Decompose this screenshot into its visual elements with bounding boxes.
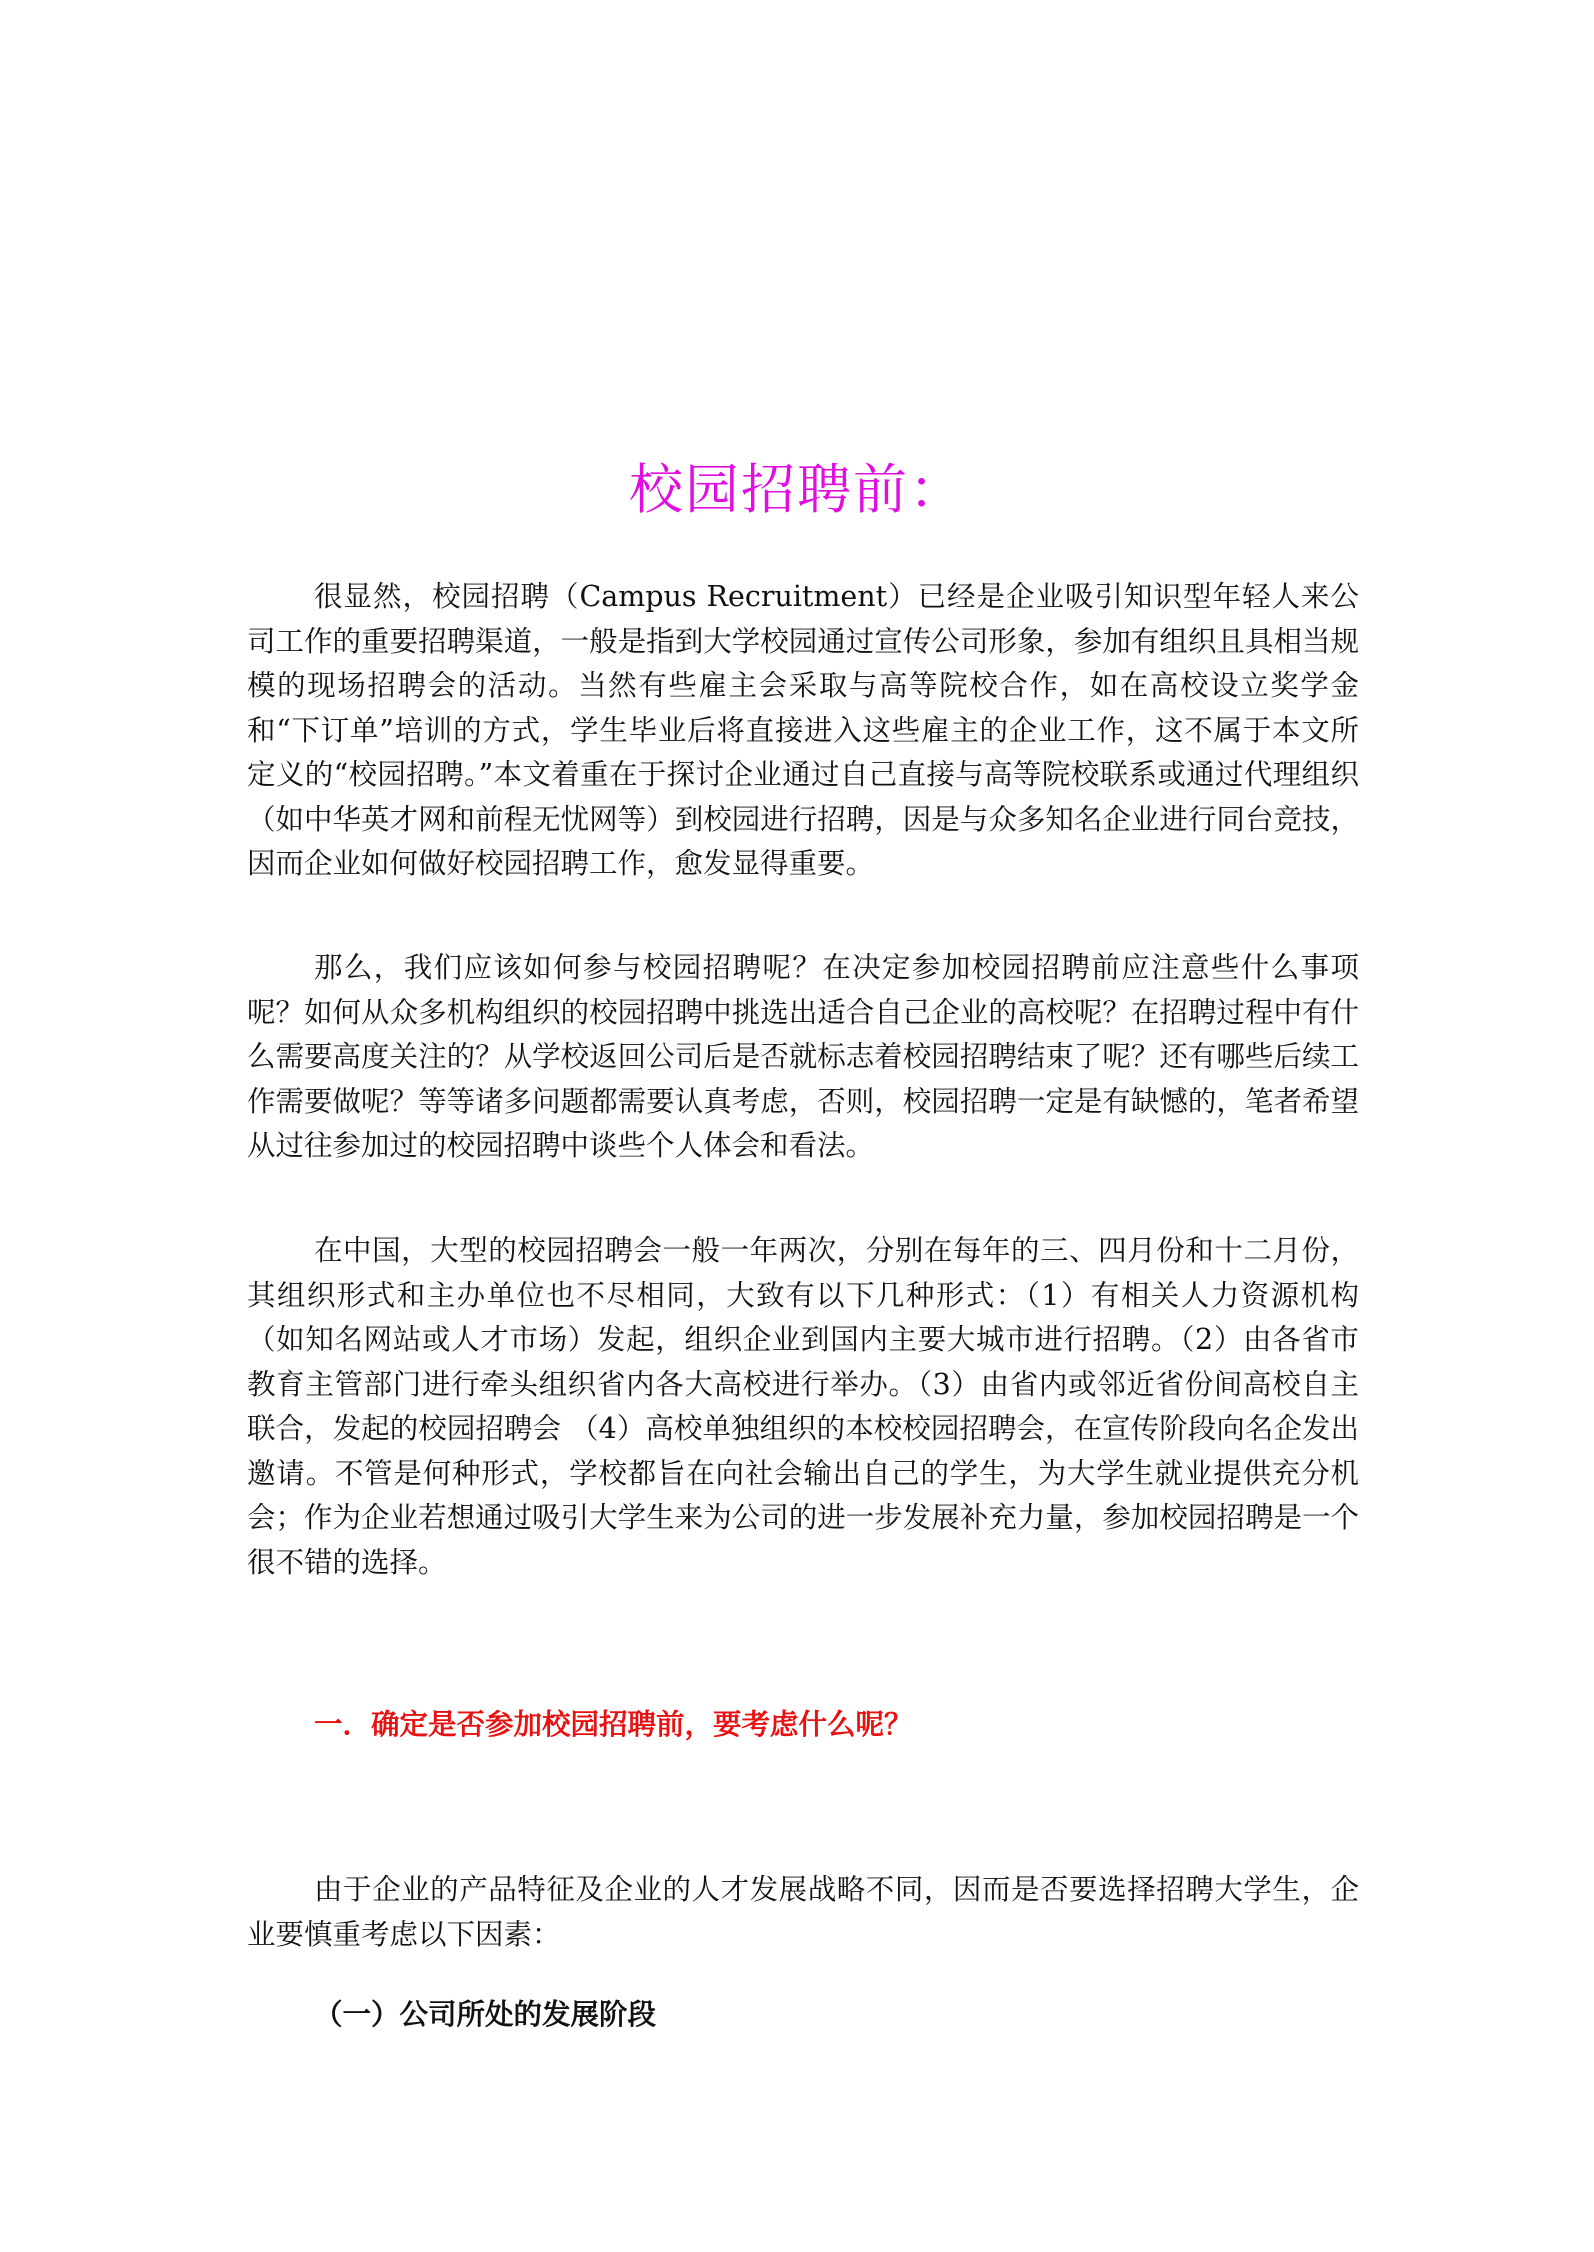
page-title: 校园招聘前： [629,458,965,521]
paragraph-questions: 那么，我们应该如何参与校园招聘呢？在决定参加校园招聘前应注意些什么事项呢？如何从众多机构组织的校园招聘中挑选出适合自己企业的高校呢？在招聘过程中有什么需要高度关注的？从学校返回公司后是否就标志着校园招聘结束了呢？还有哪些后续工作需要做呢？等等诸多问题都需要认真考虑，否则，校园招聘一定是有缺憾的，笔者希望从过往参加过的校园招聘中谈些个人体会和看法。 [247,951,1359,1162]
section-heading: 一．确定是否参加校园招聘前，要考虑什么呢？ [314,1708,913,1741]
subsection-heading: （一）公司所处的发展阶段 [314,1998,657,2031]
paragraph-intro: 很显然，校园招聘（Campus Recruitment）已经是企业吸引知识型年轻人来公司工作的重要招聘渠道，一般是指到大学校园通过宣传公司形象，参加有组织且具相当规模的现场招聘会的活动。当然有些雇主会采取与高等院校合作，如在高校设立奖学金和“下订单”培训的方式，学生毕业后将直接进入这些雇主的企业工作，这不属于本文所定义的“校园招聘。”本文着重在于探讨企业通过自己直接与高等院校联系或通过代理组织（如中华英才网和前程无忧网等）到校园进行招聘，因是与众多知名企业进行同台竞技，因而企业如何做好校园招聘工作，愈发显得重要。 [247,580,1359,880]
paragraph-factors: 由于企业的产品特征及企业的人才发展战略不同，因而是否要选择招聘大学生，企业要慎重考虑以下因素： [247,1873,1359,1951]
paragraph-forms: 在中国，大型的校园招聘会一般一年两次，分别在每年的三、四月份和十二月份，其组织形式和主办单位也不尽相同，大致有以下几种形式：（1）有相关人力资源机构（如知名网站或人才市场）发起，组织企业到国内主要大城市进行招聘。（2）由各省市教育主管部门进行牵头组织省内各大高校进行举办。（3）由省内或邻近省份间高校自主联合，发起的校园招聘会 （4）高校单独组织的本校校园招聘会，在宣传阶段向名企发出邀请。不管是何种形式，学校都旨在向社会输出自己的学生，为大学生就业提供充分机会；作为企业若想通过吸引大学生来为公司的进一步发展补充力量，参加校园招聘是一个很不错的选择。 [247,1234,1359,1579]
